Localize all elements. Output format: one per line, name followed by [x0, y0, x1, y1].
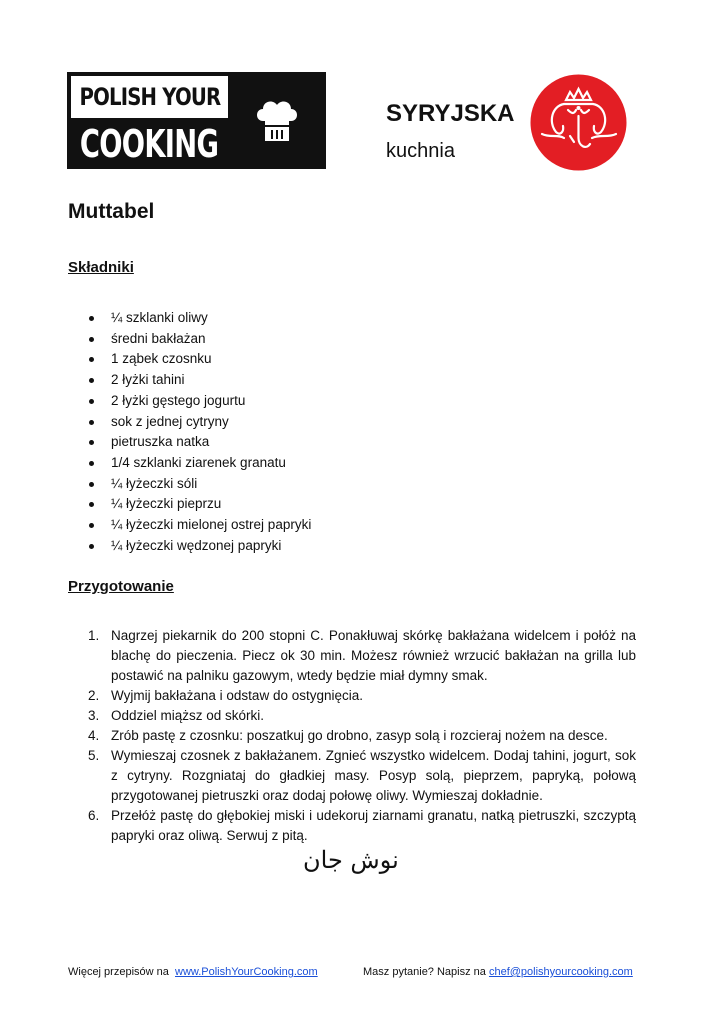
ingredient-text: ¼ łyżeczki mielonej ostrej papryki — [111, 517, 312, 533]
ingredient-item — [0, 349, 311, 370]
step-number: 1. — [88, 628, 100, 643]
bullet-icon — [89, 502, 94, 507]
logo-line1: POLISH YOUR — [79, 83, 220, 111]
ingredient-text: pietruszka natka — [111, 434, 210, 450]
step-number: 3. — [88, 708, 100, 723]
closing-arabic-text: نوش جان — [303, 846, 399, 874]
chef-hat-icon — [232, 76, 322, 165]
bullet-icon — [89, 482, 94, 487]
recipe-title: Muttabel — [68, 200, 155, 223]
cuisine-subtitle: kuchnia — [386, 140, 455, 162]
bullet-icon — [89, 357, 94, 362]
ingredient-item — [0, 308, 311, 329]
ingredient-text: 1/4 szklanki ziarenek granatu — [111, 454, 286, 470]
ingredients-list — [0, 308, 311, 556]
step-text: Wyjmij bakłażana i odstaw do ostygnięcia. — [111, 688, 363, 703]
ingredient-item — [0, 515, 311, 536]
step-text: Nagrzej piekarnik do 200 stopni C. Ponakłuwaj skórkę bakłażana widelcem i połóż na blachę do pieczenia. Piecz ok 30 min. Możesz również wrzucić bakłażan na grilla lub postawić na palniku gazowym, wtedy będzie miał dymny smak. — [111, 628, 636, 683]
ingredient-text: sok z jednej cytryny — [111, 413, 229, 429]
ingredient-item — [0, 536, 311, 557]
ingredient-text: 1 ząbek czosnku — [111, 351, 212, 367]
bullet-icon — [89, 544, 94, 549]
ingredient-item — [0, 329, 311, 350]
step-item — [0, 686, 636, 706]
step-text: Zrób pastę z czosnku: poszatkuj go drobno, zasyp solą i rozcieraj nożem na desce. — [111, 728, 608, 743]
step-text: Przełóż pastę do głębokiej miski i udekoruj ziarnami granatu, natką pietruszki, szczyptą papryki oraz oliwą. Serwuj z pitą. — [111, 808, 636, 843]
bullet-icon — [89, 461, 94, 466]
logo-top-band — [71, 76, 228, 118]
step-item — [0, 746, 636, 806]
brand-logo — [67, 72, 326, 169]
ganesha-emblem-icon — [530, 74, 627, 171]
ingredient-text: średni bakłażan — [111, 330, 206, 346]
footer-more-label: Więcej przepisów na — [68, 966, 169, 978]
step-item — [0, 626, 636, 686]
logo-line2: COOKING — [80, 121, 219, 166]
ingredient-item — [0, 494, 311, 515]
step-item — [0, 706, 636, 726]
ingredient-text: ¼ łyżeczki pieprzu — [111, 496, 222, 512]
footer-more-recipes — [68, 966, 318, 978]
bullet-icon — [89, 337, 94, 342]
ingredient-text: ¼ łyżeczki wędzonej papryki — [111, 537, 282, 553]
ingredient-text: 2 łyżki tahini — [111, 372, 185, 388]
logo-bottom-band — [71, 122, 228, 165]
ingredient-text: ¼ szklanki oliwy — [111, 310, 208, 325]
step-number: 6. — [88, 808, 100, 823]
email-link[interactable]: chef@polishyourcooking.com — [488, 966, 633, 978]
ingredient-item — [0, 370, 311, 391]
footer-question — [363, 966, 633, 978]
step-number: 4. — [88, 728, 100, 743]
bullet-icon — [89, 440, 94, 445]
step-number: 5. — [88, 748, 100, 763]
ingredient-text: 2 łyżki gęstego jogurtu — [111, 392, 246, 408]
bullet-icon — [89, 399, 94, 404]
step-item — [0, 806, 636, 846]
site-link[interactable]: www.PolishYourCooking.com — [175, 966, 318, 978]
ingredient-item — [0, 432, 311, 453]
step-number: 2. — [88, 688, 100, 703]
bullet-icon — [89, 316, 94, 321]
ingredient-text: ¼ łyżeczki sóli — [111, 475, 198, 491]
ingredients-heading: Składniki — [68, 259, 134, 276]
bullet-icon — [89, 523, 94, 528]
step-item — [0, 726, 636, 746]
step-text: Wymieszaj czosnek z bakłażanem. Zgnieć wszystko widelcem. Dodaj tahini, jogurt, sok z cytryny. Rozgniataj do gładkiej masy. Posyp solą, pieprzem, papryką, połową przygotowanej pietruszki oraz dodaj połowę oliwy. Wymieszaj dokładnie. — [111, 748, 636, 803]
step-text: Oddziel miąższ od skórki. — [111, 708, 265, 723]
steps-heading: Przygotowanie — [68, 578, 174, 595]
footer-question-label: Masz pytanie? Napisz na — [363, 966, 486, 978]
bullet-icon — [89, 378, 94, 383]
ingredient-item — [0, 391, 311, 412]
steps-list — [0, 626, 636, 846]
ingredient-item — [0, 453, 311, 474]
ingredient-item — [0, 474, 311, 495]
ingredient-item — [0, 412, 311, 433]
bullet-icon — [89, 420, 94, 425]
cuisine-name: SYRYJSKA — [386, 100, 515, 127]
